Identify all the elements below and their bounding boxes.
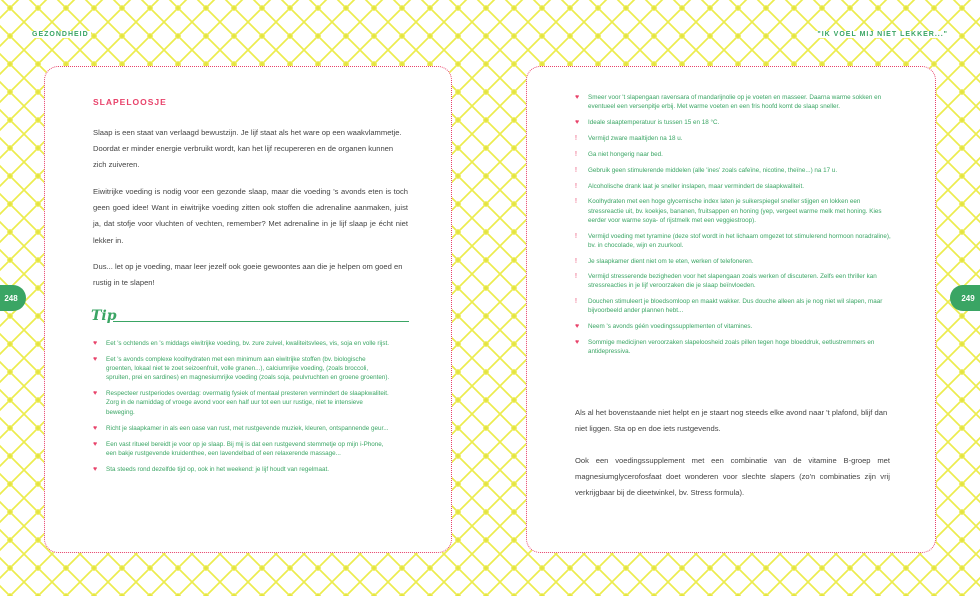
heart-icon: ♥: [93, 440, 98, 448]
heart-icon: ♥: [93, 340, 98, 347]
exclamation-icon: !: [575, 198, 577, 206]
list-item: ♥ Sta steeds rond dezelfde tijd op, ook in het weekend: je lijf houdt van regelmaat.: [93, 465, 329, 473]
section-title: SLAPELOOSJE: [93, 97, 167, 107]
list-item: ♥ Eet 's avonds complexe koolhydraten met een minimum aan eiwitrijke stoffen (bv. biologische groenten, lokaal niet te zoet seizoenfruit, volle granen...), calciumrijke voeding, (zoals broccoli, spruiten, prei en sardines) en magnesiumrijke voeding (zoals soja, peulvruchten en groene groenten).: [93, 356, 390, 382]
running-header-right: "IK VOEL MIJ NIET LEKKER...": [817, 31, 948, 38]
list-item: ! Gebruik geen stimulerende middelen (alle 'ines' zoals cafeïne, nicotine, theïne...) na 17 u.: [575, 166, 838, 174]
list-item: ! Vermijd zware maaltijden na 18 u.: [575, 134, 683, 142]
tip-title: Tip: [91, 308, 117, 324]
list-item: ♥ Eet 's ochtends en 's middags eiwitrijke voeding, bv. zure zuivel, kwaliteitsvlees, vis, soja en volle rijst.: [93, 340, 389, 347]
protein-paragraph: Eiwitrijke voeding is nodig voor een gezonde slaap, maar die voeding 's avonds eten is toch geen goed idee! Want in eiwitrijke voeding zitten ook stoffen die adrenaline aanmaken, juist ja, dat stofje voor vluchten of vechten, remember? Met adrenaline in je lijf slaap je écht niet lekker in.: [93, 187, 408, 245]
exclamation-icon: !: [575, 298, 577, 306]
heart-icon: ♥: [575, 339, 580, 347]
list-item: ♥ Respecteer rustperiodes overdag: overmatig fysiek of mentaal presteren vermindert de slaapkwaliteit. Zorg in de namiddag of vroege avond voor een half uur tot een uur rustige, niet te intensieve beweging.: [93, 390, 389, 416]
list-item: ♥ Richt je slaapkamer in als een oase van rust, met rustgevende muziek, kleuren, ontspannende geur...: [93, 424, 389, 432]
exclamation-icon: !: [575, 134, 577, 142]
advice-list: [575, 93, 895, 363]
exclamation-icon: !: [575, 182, 577, 190]
list-item: ♥ Sommige medicijnen veroorzaken slapeloosheid zoals pillen tegen hoge bloeddruk, eetlustremmers en antidepressiva.: [575, 339, 875, 356]
right-page-panel: [526, 66, 936, 553]
heart-icon: ♥: [575, 94, 580, 101]
list-item: ! Douchen stimuleert je bloedsomloop en maakt wakker. Dus douche alleen als je nog niet wil slapen, maar bijvoorbeeld ander plannen hebt...: [575, 298, 883, 315]
heart-icon: ♥: [93, 356, 98, 364]
heart-icon: ♥: [93, 465, 98, 473]
list-item: ! Vermijd stresserende bezigheden voor het slapengaan zoals werken of discuteren. Zelfs een thriller kan stressreacties in je lijf veroorzaken die je slaap beïnvloeden.: [575, 273, 877, 290]
tip-divider: [113, 321, 409, 322]
list-item: ! Alcoholische drank laat je sneller inslapen, maar vermindert de slaapkwaliteit.: [575, 182, 804, 190]
heart-icon: ♥: [575, 118, 580, 126]
page-number-left: 248: [0, 285, 26, 311]
list-item: ! Koolhydraten met een hoge glycemische index laten je suikerspiegel sneller stijgen en lokken een stressreactie uit, bv. koekjes, bananen, fruitsappen en honing (yep, vergeet warme melk met honing. Kies eerder voor warme soya- of rijstmelk met een veggiestroop).: [575, 198, 882, 224]
list-item: ♥ Smeer voor 't slapengaan ravensara of mandarijnolie op je voeten en masseer. Daarna warme sokken en eventueel een versenpitje erbij. Met warme voeten en een fris hoofd komt de slaap sneller.: [575, 94, 882, 111]
intro-paragraph: Slaap is een staat van verlaagd bewustzijn. Je lijf staat als het ware op een waakvlammetje. Doordat er minder energie verbruikt wordt, kan het lijf recupereren en de organen kunnen zich zuiveren.: [93, 128, 402, 170]
list-item: ! Ga niet hongerig naar bed.: [575, 150, 663, 158]
heart-icon: ♥: [93, 424, 98, 432]
list-item: ! Vermijd voeding met tyramine (deze stof wordt in het lichaam omgezet tot stimulerend hormoon noradraline), bv. in chocolade, wijn en zuurkool.: [575, 232, 891, 249]
advice-paragraph: Dus... let op je voeding, maar leer jezelf ook goeie gewoontes aan die je helpen om goed en rustig in te slapen!: [93, 262, 403, 288]
closing-paragraph: Als al het bovenstaande niet helpt en je staart nog steeds elke avond naar 't plafond, blijf dan niet liggen. Sta op en doe iets rustgevends.: [575, 408, 888, 434]
exclamation-icon: !: [575, 150, 577, 158]
page-number-right: 249: [950, 285, 980, 311]
supplement-paragraph: Ook een voedingssupplement met een combinatie van de vitamine B-groep met magnesiumglycerofosfaat doet wonderen voor slechte slapers (zo'n combinaties zijn vrij verkrijgbaar bij de dieetwinkel, bv. Stress formula).: [575, 456, 890, 498]
exclamation-icon: !: [575, 257, 577, 265]
exclamation-icon: !: [575, 273, 577, 281]
heart-icon: ♥: [575, 323, 580, 331]
list-item: ♥ Neem 's avonds géén voedingssupplementen of vitamines.: [575, 323, 753, 331]
left-page-panel: [44, 66, 452, 553]
exclamation-icon: !: [575, 232, 577, 240]
tip-list: [93, 339, 393, 481]
list-item: ♥ Ideale slaaptemperatuur is tussen 15 en 18 °C.: [575, 118, 720, 126]
list-item: ! Je slaapkamer dient niet om te eten, werken of telefoneren.: [575, 257, 754, 265]
exclamation-icon: !: [575, 166, 577, 174]
tip-heading: [91, 308, 409, 328]
list-item: ♥ Een vast ritueel bereidt je voor op je slaap. Bij mij is dat een rustgevend stemmetje op mijn i-Phone, een bakje rustgevende kruidenthee, een lavendelbad of een relaxerende massage...: [93, 440, 384, 457]
running-header-left: GEZONDHEID: [32, 31, 89, 38]
heart-icon: ♥: [93, 390, 98, 398]
